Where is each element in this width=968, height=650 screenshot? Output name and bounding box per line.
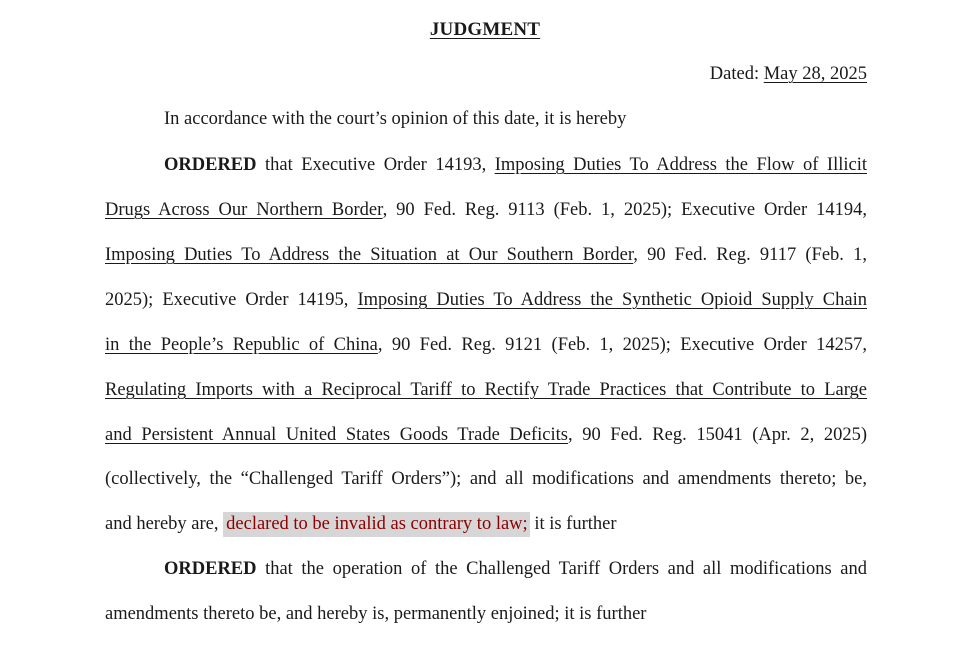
para1-text: and hereby are, [105,514,224,534]
document-title: JUDGMENT [429,19,541,40]
para2-text: that the operation of the Challenged Tariff Orders and all modifications and [256,559,867,579]
eo-14193-title: Imposing Duties To Address the Flow of Illicit [494,155,867,175]
para1-line3 [105,243,867,267]
para2-line1 [164,557,867,581]
eo-14193-title-cont: Drugs Across Our Northern Border [105,200,383,220]
dated-label: Dated: [709,64,760,84]
para1-text: , 90 Fed. Reg. 9121 (Feb. 1, 2025); Executive Order 14257, [377,335,867,355]
ordered-heading: ORDERED [164,155,257,175]
para1-text: (collectively, the “Challenged Tariff Orders”); and all modifications and amendments thereto; be, [105,469,867,489]
ordered-heading: ORDERED [164,559,257,579]
para1-line9 [105,512,867,536]
para1-text: , 90 Fed. Reg. 9113 (Feb. 1, 2025); Executive Order 14194, [382,200,868,220]
eo-14257-title: Regulating Imports with a Reciprocal Tariff to Rectify Trade Practices that Contribute to Large [105,380,867,400]
eo-14257-title-cont: and Persistent Annual United States Goods Trade Deficits [105,425,568,445]
eo-14194-title: Imposing Duties To Address the Situation at Our Southern Border [105,245,634,265]
eo-14195-title: Imposing Duties To Address the Synthetic Opioid Supply Chain [357,290,867,310]
para1-text: that Executive Order 14193, [256,155,495,175]
intro-sentence: In accordance with the court’s opinion of this date, it is hereby [164,109,627,129]
para1-line2 [105,198,867,222]
para2-text: amendments thereto be, and hereby is, permanently enjoined; it is further [105,604,647,624]
para1-text: , 90 Fed. Reg. 15041 (Apr. 2, 2025) [567,425,867,445]
para1-line7 [105,423,867,447]
para1-line5 [105,333,867,357]
para1-line1 [164,153,867,177]
dated-line [710,64,867,85]
para1-line6 [105,378,867,402]
para1-text: it is further [529,514,617,534]
eo-14195-title-cont: in the People’s Republic of China [105,335,378,355]
para1-text: 2025); Executive Order 14195, [105,290,358,310]
para2-line2 [105,602,867,626]
dated-value: May 28, 2025 [763,64,867,84]
para1-line4 [105,288,867,312]
highlighted-holding: declared to be invalid as contrary to law; [223,512,530,537]
para1-text: , 90 Fed. Reg. 9117 (Feb. 1, [633,245,867,265]
para1-line8 [105,467,867,491]
